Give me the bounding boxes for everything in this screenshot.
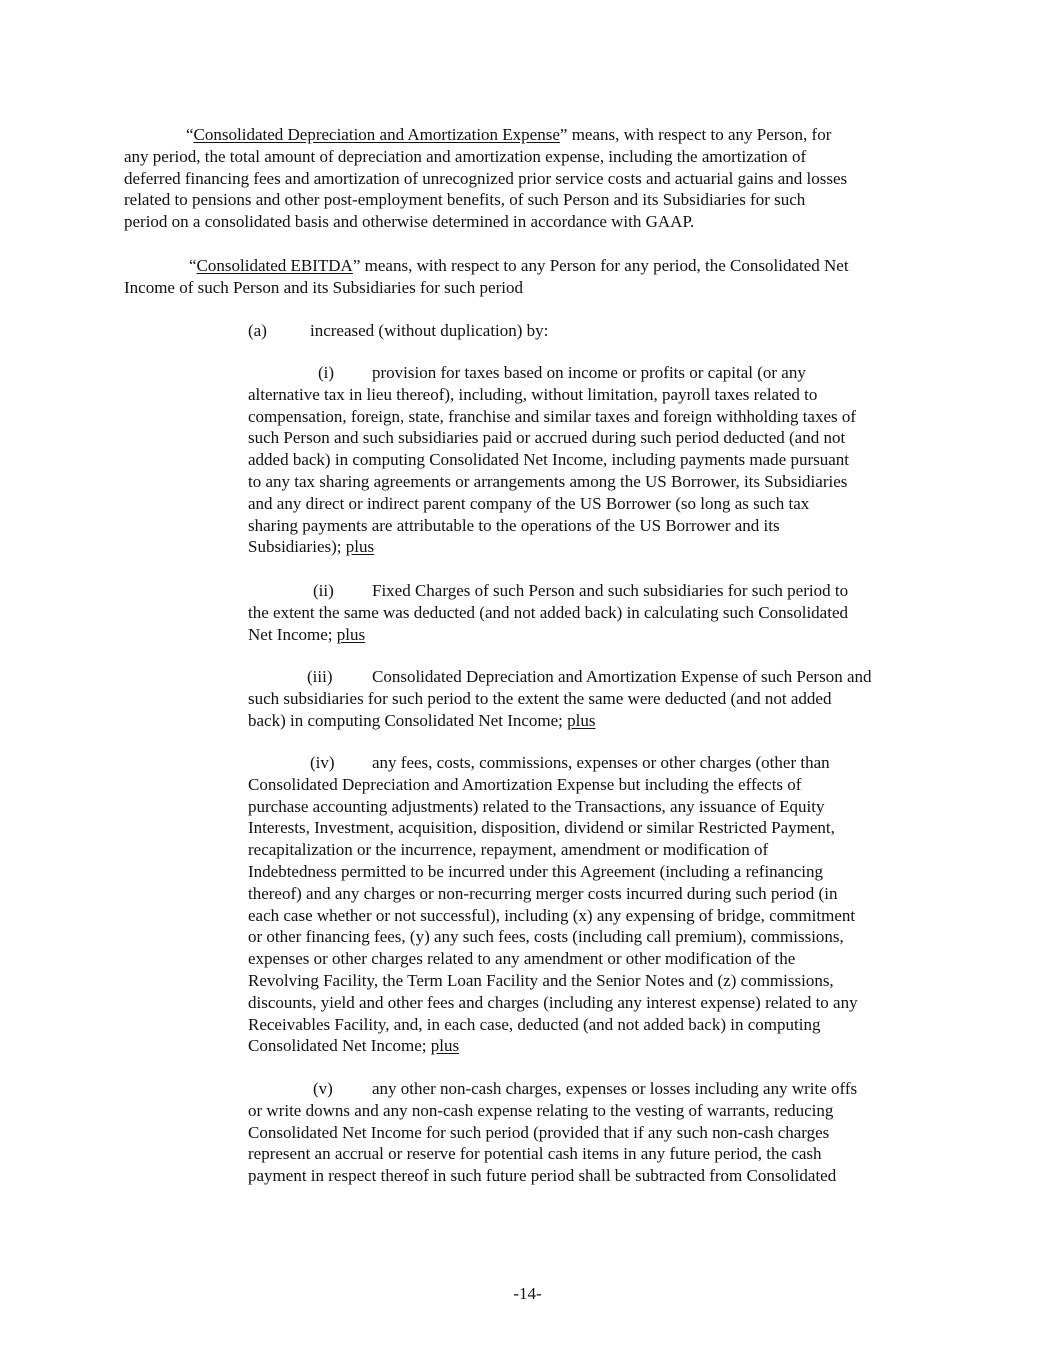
subclause-line: discounts, yield and other fees and charges (including any interest expense) related to any	[248, 992, 858, 1012]
plus-connector: plus	[567, 710, 596, 730]
subclause-i	[248, 362, 948, 558]
page-number: -14-	[513, 1284, 542, 1303]
subclause-line: payment in respect thereof in such future period shall be subtracted from Consolidated	[248, 1166, 837, 1186]
subclause-label: (iii)	[307, 667, 333, 686]
plus-connector: plus	[336, 624, 366, 644]
subclause-first-line	[248, 580, 948, 602]
subclause-ii	[248, 580, 948, 645]
defined-term: Consolidated EBITDA	[196, 256, 353, 275]
subclause-line: Consolidated Net Income for such period (provided that if any such non-cash charges	[248, 1122, 830, 1142]
subclause-last-line: Net Income; plus	[248, 624, 366, 644]
subclause-first-line	[248, 362, 948, 384]
subclause-line: sharing payments are attributable to the operations of the US Borrower and its	[248, 515, 780, 535]
subclause-text: Fixed Charges of such Person and such subsidiaries for such period to	[372, 581, 849, 600]
clause-label: (a)	[248, 321, 267, 340]
subclause-last-line: Consolidated Net Income; plus	[248, 1036, 460, 1056]
subclause-line: such subsidiaries for such period to the extent the same were deducted (and not added	[248, 688, 832, 708]
subclause-line: each case whether or not successful), including (x) any expensing of bridge, commitment	[248, 905, 856, 925]
subclause-line: and any direct or indirect parent company of the US Borrower (so long as such tax	[248, 493, 810, 513]
subclause-first-line	[248, 1078, 948, 1100]
subclause-line: alternative tax in lieu thereof), including, without limitation, payroll taxes related to	[248, 384, 818, 404]
definition-line: Income of such Person and its Subsidiaries for such period	[124, 277, 523, 297]
subclause-line: Receivables Facility, and, in each case, deducted (and not added back) in computing	[248, 1014, 821, 1034]
subclause-line: the extent the same was deducted (and not added back) in calculating such Consolidated	[248, 602, 848, 622]
subclause-label: (ii)	[313, 581, 334, 600]
definition-text: ” means, with respect to any Person for any period, the Consolidated Net	[352, 256, 849, 275]
subclause-text: any other non-cash charges, expenses or losses including any write offs	[372, 1079, 858, 1098]
subclause-line: Revolving Facility, the Term Loan Facility and the Senior Notes and (z) commissions,	[248, 970, 834, 990]
subclause-line: expenses or other charges related to any amendment or other modification of the	[248, 949, 796, 969]
subclause-last-line: back) in computing Consolidated Net Income; plus	[248, 710, 596, 730]
subclause-line: represent an accrual or reserve for potential cash items in any future period, the cash	[248, 1144, 822, 1164]
subclause-iii	[248, 666, 948, 731]
defined-term: Consolidated Depreciation and Amortization Expense	[193, 125, 560, 144]
definition-consolidated-ebitda	[124, 255, 944, 299]
subclause-line: such Person and such subsidiaries paid or accrued during such period deducted (and not	[248, 428, 846, 448]
definition-first-line	[124, 124, 944, 146]
subclause-last-line: Subsidiaries); plus	[248, 537, 375, 557]
subclause-line: or write downs and any non-cash expense relating to the vesting of warrants, reducing	[248, 1100, 834, 1120]
subclause-line: Indebtedness permitted to be incurred under this Agreement (including a refinancing	[248, 861, 823, 881]
subclause-line: added back) in computing Consolidated Net Income, including payments made pursuant	[248, 450, 849, 470]
plus-connector: plus	[345, 537, 375, 557]
subclause-first-line	[248, 666, 948, 688]
subclause-line: or other financing fees, (y) any such fees, costs (including call premium), commissions,	[248, 927, 844, 947]
definition-first-line	[124, 255, 944, 277]
open-quote: “	[189, 256, 197, 275]
subclause-label: (v)	[313, 1079, 333, 1098]
definition-depreciation-amortization	[124, 124, 944, 233]
subclause-v	[248, 1078, 948, 1187]
definition-text: ” means, with respect to any Person, for	[559, 125, 832, 144]
subclause-text: Consolidated Depreciation and Amortization Expense of such Person and	[372, 667, 872, 686]
definition-line: related to pensions and other post-employment benefits, of such Person and its Subsidiaries for such	[124, 190, 806, 210]
subclause-iv	[248, 752, 948, 1057]
subclause-first-line	[248, 752, 948, 774]
subclause-line: Interests, Investment, acquisition, disposition, dividend or similar Restricted Payment,	[248, 818, 835, 838]
subclause-label: (iv)	[310, 753, 335, 772]
definition-line: any period, the total amount of depreciation and amortization expense, including the amortization of	[124, 146, 807, 166]
subclause-label: (i)	[318, 363, 335, 382]
subclause-line: recapitalization or the incurrence, repayment, amendment or modification of	[248, 840, 769, 860]
definition-line: period on a consolidated basis and otherwise determined in accordance with GAAP.	[124, 212, 695, 232]
clause-a	[248, 320, 948, 342]
subclause-line: purchase accounting adjustments) related to the Transactions, any issuance of Equity	[248, 796, 825, 816]
plus-connector: plus	[430, 1036, 460, 1056]
clause-text: increased (without duplication) by:	[310, 321, 549, 340]
subclause-text: provision for taxes based on income or profits or capital (or any	[372, 363, 806, 382]
subclause-line: to any tax sharing agreements or arrangements among the US Borrower, its Subsidiaries	[248, 471, 848, 491]
subclause-line: Consolidated Depreciation and Amortization Expense but including the effects of	[248, 774, 802, 794]
subclause-text: any fees, costs, commissions, expenses or other charges (other than	[372, 753, 830, 772]
definition-line: deferred financing fees and amortization of unrecognized prior service costs and actuarial gains and losses	[124, 168, 848, 188]
open-quote: “	[186, 125, 194, 144]
subclause-line: compensation, foreign, state, franchise and similar taxes and foreign withholding taxes of	[248, 406, 857, 426]
subclause-line: thereof) and any charges or non-recurring merger costs incurred during such period (in	[248, 883, 838, 903]
